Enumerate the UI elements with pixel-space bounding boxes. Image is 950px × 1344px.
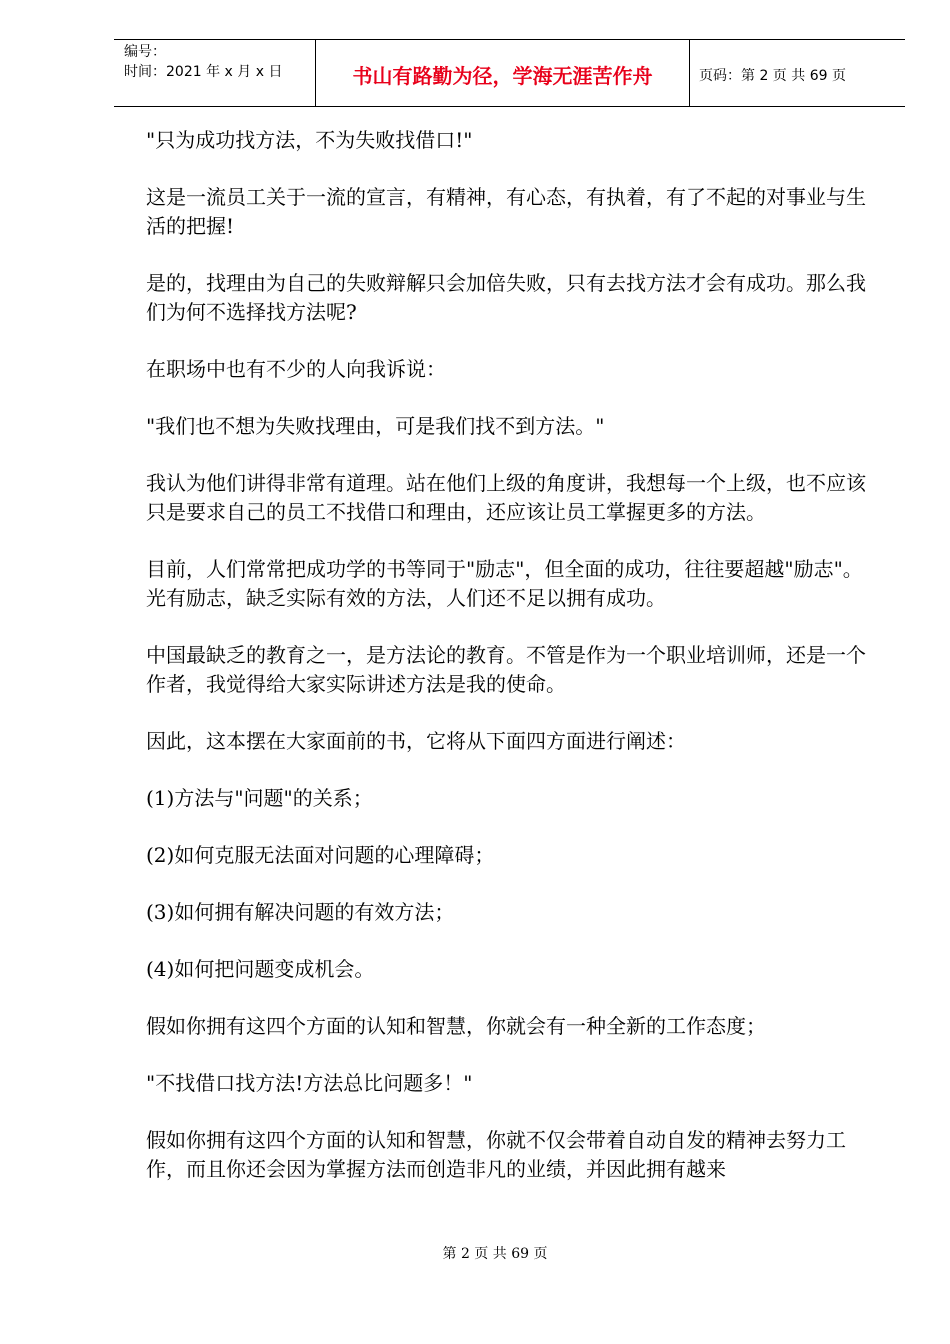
- paragraph: 中国最缺乏的教育之一，是方法论的教育。不管是作为一个职业培训师，还是一个作者，我觉得给大家实际讲述方法是我的使命。: [146, 643, 866, 696]
- list-item: (3)如何拥有解决问题的有效方法；: [146, 900, 455, 924]
- paragraph: "我们也不想为失败找理由，可是我们找不到方法。": [146, 414, 605, 438]
- header-page-info: 页码：第 2 页 共 69 页: [699, 68, 846, 84]
- paragraph: 这是一流员工关于一流的宣言，有精神，有心态，有执着，有了不起的对事业与生活的把握!: [146, 185, 866, 238]
- paragraph: 假如你拥有这四个方面的认知和智慧，你就会有一种全新的工作态度；: [146, 1014, 766, 1038]
- paragraph: "只为成功找方法，不为失败找借口!": [146, 128, 473, 152]
- paragraph: 因此，这本摆在大家面前的书，它将从下面四方面进行阐述：: [146, 729, 686, 753]
- paragraph: 是的，找理由为自己的失败辩解只会加倍失败，只有去找方法才会有成功。那么我们为何不选择找方法呢?: [146, 271, 866, 324]
- paragraph: "不找借口找方法!方法总比问题多！": [146, 1071, 473, 1095]
- page-footer: 第 2 页 共 69 页: [442, 1246, 548, 1262]
- paragraph: 目前，人们常常把成功学的书等同于"励志"，但全面的成功，往往要超越"励志"。光有励志，缺乏实际有效的方法，人们还不足以拥有成功。: [146, 557, 863, 610]
- header-meta: [124, 42, 314, 82]
- paragraph: 假如你拥有这四个方面的认知和智慧，你就不仅会带着自动自发的精神去努力工作，而且你还会因为掌握方法而创造非凡的业绩，并因此拥有越来: [146, 1128, 846, 1181]
- header-motto: 书山有路勤为径，学海无涯苦作舟: [352, 64, 653, 88]
- paragraph: 我认为他们讲得非常有道理。站在他们上级的角度讲，我想每一个上级，也不应该只是要求自己的员工不找借口和理由，还应该让员工掌握更多的方法。: [146, 471, 866, 524]
- page-header: [114, 39, 905, 107]
- time-label: 时间：2021 年 x 月 x 日: [124, 64, 283, 80]
- header-divider-right: [689, 40, 690, 107]
- code-label: 编号：: [124, 44, 166, 60]
- list-item: (2)如何克服无法面对问题的心理障碍；: [146, 843, 495, 867]
- document-body: [146, 126, 876, 1212]
- list-item: (1)方法与"问题"的关系；: [146, 786, 373, 810]
- list-item: (4)如何把问题变成机会。: [146, 957, 375, 981]
- paragraph: 在职场中也有不少的人向我诉说：: [146, 357, 446, 381]
